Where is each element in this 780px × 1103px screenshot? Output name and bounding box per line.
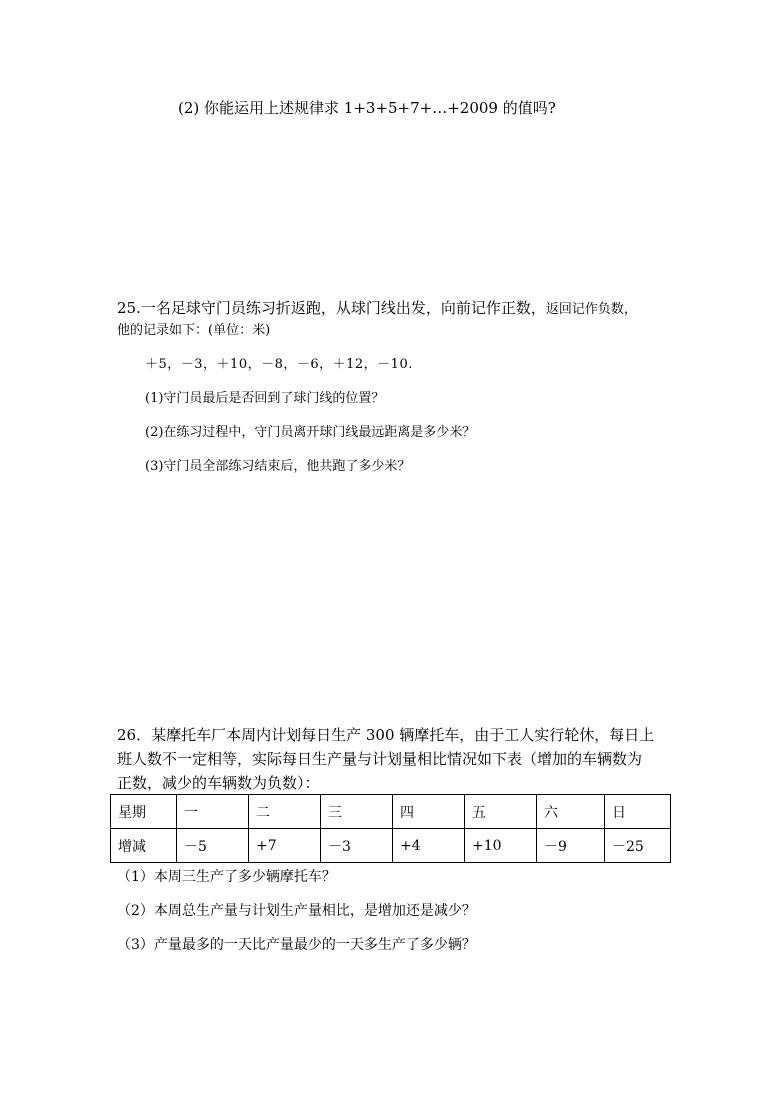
table-cell: 六 [537, 795, 605, 829]
table-cell: 四 [393, 795, 465, 829]
question-25-sub-3: (3)守门员全部练习结束后，他共跑了多少米？ [145, 459, 411, 474]
question-25-intro-a: 25.一名足球守门员练习折返跑，从球门线出发，向前记作正数， [117, 299, 546, 317]
question-24-part-2: (2) 你能运用上述规律求 1+3+5+7+…+2009 的值吗? [178, 99, 556, 117]
question-25-records: ＋5，－3，＋10，－8，－6，＋12，－10. [145, 357, 413, 372]
table-row [111, 829, 671, 863]
table-cell: 星期 [111, 795, 177, 829]
table-cell: 三 [321, 795, 393, 829]
question-26-line-3: 正数，减少的车辆数为负数）： [117, 774, 320, 792]
production-table [110, 794, 671, 863]
question-25-intro-c: 他的记录如下：(单位：米) [117, 323, 271, 338]
table-cell: 五 [465, 795, 537, 829]
table-cell: 二 [249, 795, 321, 829]
question-25-intro-b: 返回记作负数， [545, 302, 637, 317]
table-cell: －3 [321, 829, 393, 863]
question-26-sub-1: （1）本周三生产了多少辆摩托车？ [117, 869, 336, 885]
table-cell: +4 [393, 829, 465, 863]
table-cell: +7 [249, 829, 321, 863]
question-26-line-1: 26．某摩托车厂本周内计划每日生产 300 辆摩托车，由于工人实行轮休，每日上 [117, 726, 655, 744]
table-header-row [111, 795, 671, 829]
question-26-sub-3: （3）产量最多的一天比产量最少的一天多生产了多少辆？ [117, 937, 476, 953]
table-cell: －5 [177, 829, 249, 863]
question-25-sub-2: (2)在练习过程中，守门员离开球门线最远距离是多少米？ [145, 425, 476, 440]
table-cell: 日 [605, 795, 671, 829]
question-25-sub-1: (1)守门员最后是否回到了球门线的位置？ [145, 391, 385, 406]
table-cell: －25 [605, 829, 671, 863]
table-cell: +10 [465, 829, 537, 863]
question-26-sub-2: （2）本周总生产量与计划生产量相比，是增加还是减少？ [117, 903, 476, 919]
table-cell: 增减 [111, 829, 177, 863]
question-25-intro [117, 297, 637, 318]
table-cell: －9 [537, 829, 605, 863]
table-cell: 一 [177, 795, 249, 829]
question-26-line-2: 班人数不一定相等，实际每日生产量与计划量相比情况如下表（增加的车辆数为 [117, 750, 643, 768]
